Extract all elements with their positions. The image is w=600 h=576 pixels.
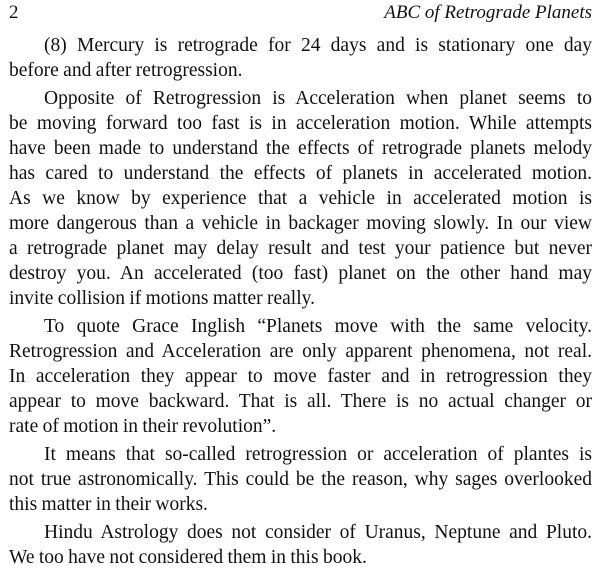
text-line: be moving forward too fast is in acceleration motion. While attempts [9,113,592,134]
text-line: We too have not considered them in this book. [9,547,367,568]
page-body [9,33,592,573]
text-line: Hindu Astrology does not consider of Uranus, Neptune and Pluto. [44,522,592,543]
text-line: have been made to understand the effects of retrograde planets melody [9,138,592,159]
text-line: Opposite of Retrogression is Acceleration when planet seems to [44,88,592,109]
page-number: 2 [9,2,19,23]
text-line: In acceleration they appear to move faster and in retrogression they [9,366,592,387]
text-line: before and after retrogression. [9,60,243,81]
page-header [9,0,592,25]
paragraph [9,442,592,517]
text-line: As we know by experience that a vehicle in accelerated motion is [9,188,592,209]
paragraph [9,33,592,83]
text-line: a retrograde planet may delay result and test your patience but never [9,238,592,259]
text-line: appear to move backward. That is all. There is no actual changer or [9,391,592,412]
text-line: more dangerous than a vehicle in backager moving slowly. In our view [9,213,592,234]
running-title: ABC of Retrograde Planets [384,2,592,23]
text-line: invite collision if motions matter really. [9,288,316,309]
text-line: (8) Mercury is retrograde for 24 days and is stationary one day [44,35,592,56]
text-line: not true astronomically. This could be the reason, why sages overlooked [9,469,592,490]
text-line: Retrogression and Acceleration are only apparent phenomena, not real. [9,341,592,362]
text-line: this matter in their works. [9,494,208,515]
paragraph [9,86,592,311]
text-line: destroy you. An accelerated (too fast) planet on the other hand may [9,263,592,284]
text-line: It means that so-called retrogression or acceleration of plantes is [44,444,592,465]
text-line: rate of motion in their revolution”. [9,416,277,437]
paragraph [9,520,592,570]
text-line: To quote Grace Inglish “Planets move with the same velocity. [44,316,592,337]
paragraph [9,314,592,439]
text-line: has cared to understand the effects of planets in accelerated motion. [9,163,592,184]
